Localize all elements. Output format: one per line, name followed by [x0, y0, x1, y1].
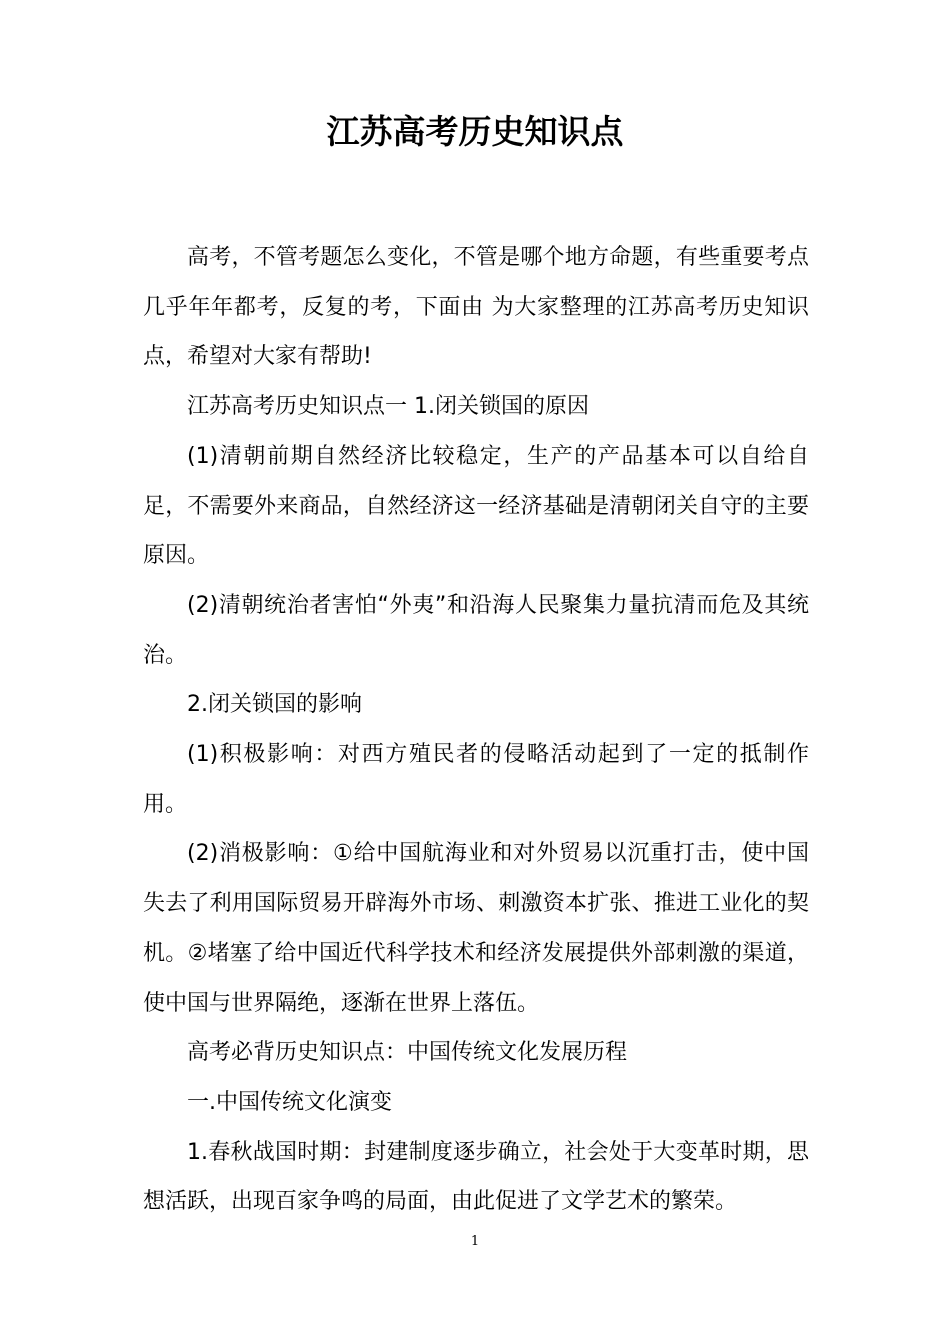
- document-body: [143, 233, 809, 1227]
- paragraph-cause-2: (2)清朝统治者害怕“外夷”和沿海人民聚集力量抗清而危及其统治。: [143, 592, 809, 668]
- paragraph-positive-impact: (1)积极影响：对西方殖民者的侵略活动起到了一定的抵制作用。: [143, 742, 809, 817]
- paragraph-spring-autumn: 1.春秋战国时期：封建制度逐步确立，社会处于大变革时期，思想活跃，出现百家争鸣的局面，由此促进了文学艺术的繁荣。: [143, 1139, 809, 1215]
- document-title: 江苏高考历史知识点: [326, 112, 624, 151]
- paragraph-cause-1: (1)清朝前期自然经济比较稳定，生产的产品基本可以自给自足，不需要外来商品，自然经济这一经济基础是清朝闭关自守的主要原因。: [143, 443, 809, 569]
- section-heading-1: 江苏高考历史知识点一 1.闭关锁国的原因: [187, 394, 589, 420]
- section-heading-2: 2.闭关锁国的影响: [187, 692, 362, 718]
- page-number: 1: [470, 1234, 480, 1249]
- paragraph-negative-impact: (2)消极影响：①给中国航海业和对外贸易以沉重打击，使中国失去了利用国际贸易开辟海外市场、刺激资本扩张、推进工业化的契机。②堵塞了给中国近代科学技术和经济发展提供外部刺激的渠道，使中国与世界隔绝，逐渐在世界上落伍。: [143, 841, 809, 1016]
- section-heading-3: 高考必背历史知识点：中国传统文化发展历程: [187, 1040, 628, 1066]
- section-heading-4: 一.中国传统文化演变: [187, 1089, 392, 1115]
- paragraph-intro: 高考，不管考题怎么变化，不管是哪个地方命题，有些重要考点几乎年年都考，反复的考，下面由 为大家整理的江苏高考历史知识点，希望对大家有帮助!: [143, 245, 809, 370]
